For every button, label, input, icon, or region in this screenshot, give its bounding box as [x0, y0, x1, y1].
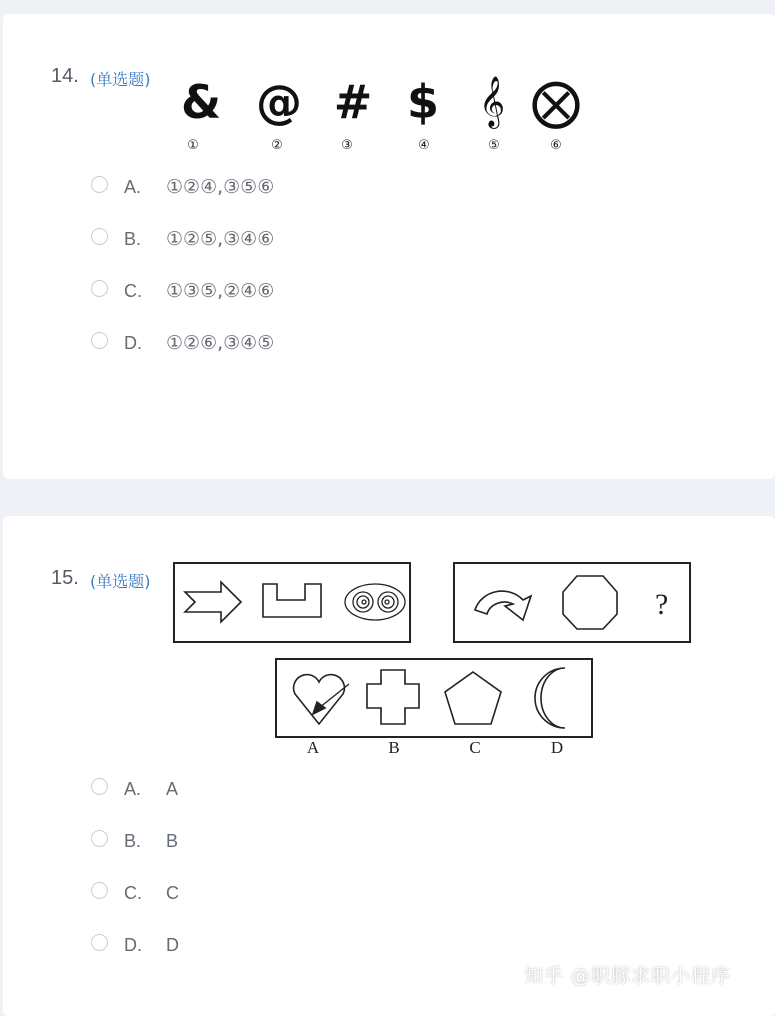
radio-button[interactable] [91, 332, 108, 349]
watermark: 知乎 @职豚求职小程序 [524, 965, 732, 987]
at-symbol: @ [256, 75, 302, 129]
question-card-14 [3, 14, 775, 479]
question-mark: ? [655, 588, 669, 621]
option-letter: D. [124, 935, 142, 955]
radio-button[interactable] [91, 830, 108, 847]
option-text: ①②⑥,③④⑤ [166, 332, 275, 354]
radio-button[interactable] [91, 778, 108, 795]
option-letter: B. [124, 831, 142, 851]
option-text: ①②⑤,③④⑥ [166, 228, 275, 250]
radio-button[interactable] [91, 934, 108, 951]
figure-sequence-box-1 [173, 562, 413, 644]
symbol-label: ④ [418, 138, 430, 153]
symbol-label: ⑥ [550, 138, 562, 153]
treble-clef-symbol: 𝄞 [478, 76, 505, 127]
ampersand-symbol: & [180, 75, 222, 129]
question-number: 14. [51, 65, 79, 87]
figure-sequence-box-2 [453, 562, 693, 644]
option-text: A [166, 779, 179, 799]
hash-symbol: # [333, 75, 373, 129]
option-letter: A. [124, 779, 142, 799]
choice-label-b: B [388, 738, 400, 757]
option-text: C [166, 883, 179, 903]
radio-button[interactable] [91, 882, 108, 899]
radio-button[interactable] [91, 280, 108, 297]
question-number: 15. [51, 567, 79, 589]
option-letter: C. [124, 281, 142, 301]
choice-label-d: D [550, 738, 564, 757]
option-letter: C. [124, 883, 142, 903]
choice-label-a: A [306, 738, 320, 757]
question-card-15 [3, 516, 775, 1016]
option-letter: A. [124, 177, 142, 197]
option-letter: B. [124, 229, 142, 249]
option-letter: D. [124, 333, 142, 353]
option-text: D [166, 935, 179, 955]
question-type: (单选题) [90, 572, 151, 591]
choice-label-c: C [469, 738, 481, 757]
symbol-label: ① [187, 138, 199, 153]
symbol-label: ⑤ [488, 138, 500, 153]
option-text: ①②④,③⑤⑥ [166, 176, 275, 198]
question-type: (单选题) [90, 70, 151, 89]
option-text: B [166, 831, 179, 851]
symbol-label: ② [271, 138, 283, 153]
option-text: ①③⑤,②④⑥ [166, 280, 275, 302]
answer-choices-figure [275, 658, 595, 738]
dollar-symbol: $ [406, 75, 439, 129]
radio-button[interactable] [91, 176, 108, 193]
symbol-label: ③ [341, 138, 353, 153]
circled-times-symbol: ⨂ [531, 73, 581, 131]
radio-button[interactable] [91, 228, 108, 245]
